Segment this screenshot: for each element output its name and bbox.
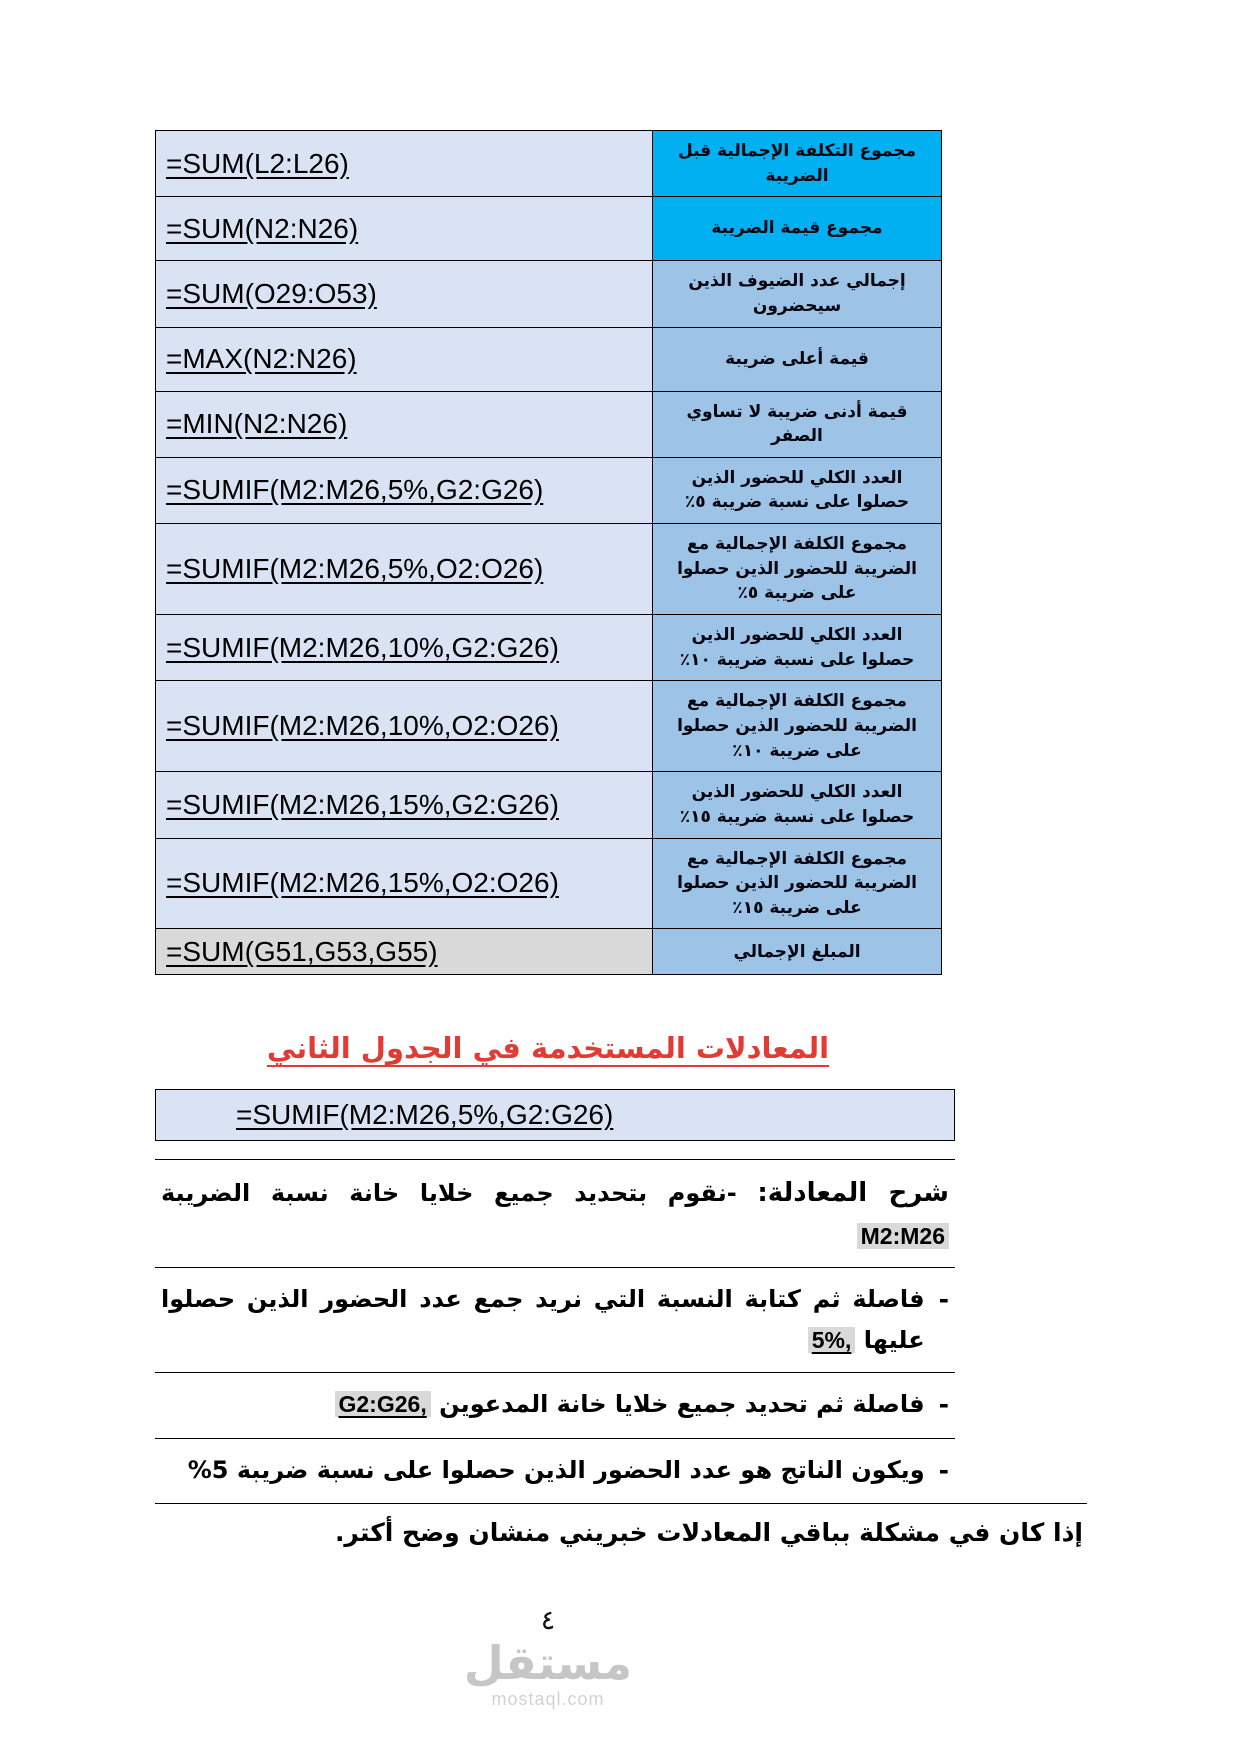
formula-text: =SUM(N2:N26) <box>166 212 359 244</box>
explanation-sentence: -نقوم بتحديد جميع خلايا خانة نسبة الضريبة <box>161 1179 737 1208</box>
formula-text: =MIN(N2:N26) <box>166 408 348 440</box>
formula-cell <box>156 457 653 523</box>
explanation-text <box>188 1450 925 1493</box>
formula-text: =SUMIF(M2:M26,5%,G2:G26) <box>236 1099 614 1131</box>
formula-text: =SUMIF(M2:M26,5%,G2:G26) <box>166 474 544 506</box>
watermark-logo: مستقل <box>463 1636 633 1691</box>
explanation-bullet-1 <box>155 1268 955 1373</box>
description-cell: قيمة أعلى ضريبة <box>653 327 942 391</box>
explanation-sentence: فاصلة ثم كتابة النسبة التي نريد جمع عدد الحضور الذين حصلوا عليها <box>161 1285 925 1355</box>
formula-text: =SUMIF(M2:M26,5%,O2:O26) <box>166 553 544 585</box>
formula-cell <box>156 197 653 261</box>
explanation-text <box>335 1384 925 1427</box>
description-cell: مجموع التكلفة الإجمالية قبل الضريبة <box>653 131 942 197</box>
description-cell: قيمة أدنى ضريبة لا تساوي الصفر <box>653 391 942 457</box>
explanation-line-1 <box>155 1160 955 1268</box>
formula-cell <box>156 261 653 327</box>
formula-text: =SUMIF(M2:M26,10%,G2:G26) <box>166 631 559 663</box>
table-row <box>156 261 942 327</box>
formula-cell <box>156 838 653 929</box>
table-row <box>156 197 942 261</box>
table-row <box>156 327 942 391</box>
description-cell: مجموع الكلفة الإجمالية مع الضريبة للحضور الذين حصلوا على ضريبة ١٠٪ <box>653 681 942 772</box>
formula-cell <box>156 929 653 975</box>
closing-note: إذا كان في مشكلة بباقي المعادلات خبريني منشان وضح أكتر. <box>155 1503 1087 1553</box>
explanation-label: شرح المعادلة: <box>757 1178 949 1209</box>
table-row <box>156 772 942 838</box>
cell-range-token: M2:M26 <box>857 1223 949 1249</box>
table-row <box>156 615 942 681</box>
bullet-dash: - <box>938 1390 949 1420</box>
section-heading: المعادلات المستخدمة في الجدول الثاني <box>266 1031 830 1066</box>
formula-cell <box>156 327 653 391</box>
formula-text: =MAX(N2:N26) <box>166 343 357 375</box>
formula-text: =SUMIF(M2:M26,10%,O2:O26) <box>166 710 559 742</box>
formula-text: =SUMIF(M2:M26,15%,G2:G26) <box>166 788 559 820</box>
description-cell: العدد الكلي للحضور الذين حصلوا على نسبة ضريبة ١٥٪ <box>653 772 942 838</box>
description-cell: مجموع قيمة الضريبة <box>653 197 942 261</box>
table-row <box>156 681 942 772</box>
formula-text: =SUM(L2:L26) <box>166 147 349 179</box>
watermark-domain: mostaql.com <box>491 1688 605 1709</box>
explanation-text <box>161 1279 925 1361</box>
table-row <box>156 524 942 615</box>
table-row <box>156 838 942 929</box>
formula-text: =SUM(G51,G53,G55) <box>166 935 438 967</box>
percentage-token: 5%, <box>808 1327 856 1353</box>
formula-text: =SUM(O29:O53) <box>166 277 377 309</box>
table-row <box>156 391 942 457</box>
page-number: ٤ <box>540 1605 556 1637</box>
watermark <box>155 1638 941 1710</box>
description-cell: إجمالي عدد الضيوف الذين سيحضرون <box>653 261 942 327</box>
formulas-table <box>155 130 942 975</box>
description-cell: مجموع الكلفة الإجمالية مع الضريبة للحضور الذين حصلوا على ضريبة ٥٪ <box>653 524 942 615</box>
description-cell: العدد الكلي للحضور الذين حصلوا على نسبة ضريبة ١٠٪ <box>653 615 942 681</box>
highlighted-formula-box <box>155 1089 955 1141</box>
cell-range-token: G2:G26, <box>335 1391 431 1417</box>
formula-text: =SUMIF(M2:M26,15%,O2:O26) <box>166 867 559 899</box>
description-cell: المبلغ الإجمالي <box>653 929 942 975</box>
explanation-sentence: فاصلة ثم تحديد جميع خلايا خانة المدعوين <box>439 1390 925 1419</box>
bullet-dash: - <box>938 1285 949 1315</box>
explanation-text <box>161 1171 949 1256</box>
explanation-block <box>155 1159 955 1503</box>
formula-cell <box>156 131 653 197</box>
table-row <box>156 929 942 975</box>
explanation-bullet-2 <box>155 1373 955 1439</box>
description-cell: مجموع الكلفة الإجمالية مع الضريبة للحضور الذين حصلوا على ضريبة ١٥٪ <box>653 838 942 929</box>
formula-cell <box>156 681 653 772</box>
table-row <box>156 131 942 197</box>
description-cell: العدد الكلي للحضور الذين حصلوا على نسبة ضريبة ٥٪ <box>653 457 942 523</box>
bullet-dash: - <box>938 1455 949 1485</box>
table-row <box>156 457 942 523</box>
formula-cell <box>156 772 653 838</box>
explanation-bullet-3 <box>155 1439 955 1504</box>
explanation-sentence: ويكون الناتج هو عدد الحضور الذين حصلوا على نسبة ضريبة 5% <box>187 1455 925 1484</box>
formula-cell <box>156 391 653 457</box>
document-content <box>155 130 1087 1710</box>
formula-cell <box>156 524 653 615</box>
formula-cell <box>156 615 653 681</box>
